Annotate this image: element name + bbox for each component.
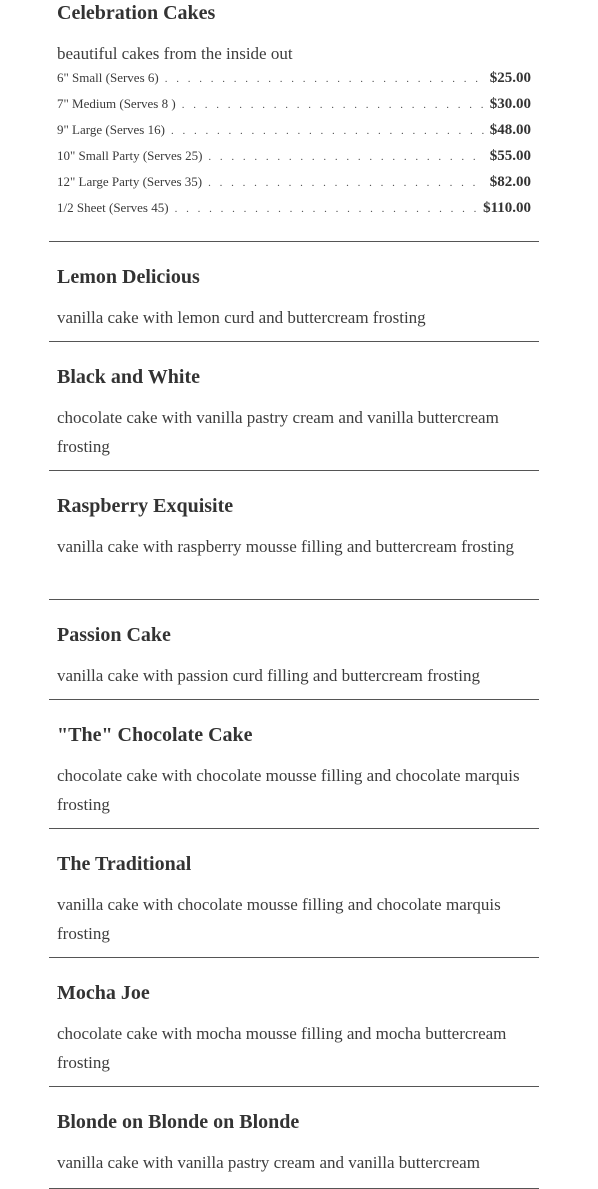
flavor-section-blonde-on-blonde: [49, 1087, 539, 1189]
price-row: [57, 174, 531, 200]
price-row: [57, 200, 531, 226]
celebration-cakes-section: [49, 0, 539, 242]
flavor-section-passion-cake: [49, 600, 539, 700]
price-value: $25.00: [489, 70, 531, 86]
section-tagline: beautiful cakes from the inside out: [57, 44, 293, 63]
flavor-title: Blonde on Blonde on Blonde: [57, 1111, 300, 1133]
price-value: $110.00: [483, 200, 531, 216]
dot-leader: [182, 99, 484, 111]
flavor-description: chocolate cake with chocolate mousse filling and chocolate marquis frosting: [57, 766, 520, 814]
price-value: $82.00: [489, 174, 531, 190]
flavor-title: Black and White: [57, 366, 200, 388]
flavor-title: Mocha Joe: [57, 982, 150, 1004]
section-title: Celebration Cakes: [57, 2, 216, 24]
price-list: [57, 70, 531, 226]
price-row: [57, 70, 531, 96]
dot-leader: [165, 73, 484, 85]
flavor-title: Passion Cake: [57, 624, 171, 646]
flavor-section-the-traditional: [49, 829, 539, 958]
price-size: 9" Large (Serves 16): [57, 122, 165, 137]
flavor-title: The Traditional: [57, 853, 192, 875]
flavor-section-black-and-white: [49, 342, 539, 471]
flavor-description: vanilla cake with raspberry mousse filling and buttercream frosting: [57, 537, 514, 556]
price-size: 7" Medium (Serves 8 ): [57, 96, 176, 111]
price-value: $55.00: [489, 148, 531, 164]
flavor-title: Lemon Delicious: [57, 266, 200, 288]
price-row: [57, 148, 531, 174]
flavor-description: chocolate cake with vanilla pastry cream and vanilla buttercream frosting: [57, 408, 499, 456]
flavor-section-the-chocolate-cake: [49, 700, 539, 829]
flavor-description: vanilla cake with lemon curd and buttercream frosting: [57, 308, 426, 327]
price-size: 10" Small Party (Serves 25): [57, 148, 203, 163]
flavor-description: vanilla cake with vanilla pastry cream and vanilla buttercream: [57, 1153, 480, 1172]
dot-leader: [171, 125, 484, 137]
price-size: 6" Small (Serves 6): [57, 70, 159, 85]
dot-leader: [208, 177, 484, 189]
price-row: [57, 96, 531, 122]
dot-leader: [208, 151, 483, 163]
price-size: 12" Large Party (Serves 35): [57, 174, 203, 189]
flavor-description: vanilla cake with chocolate mousse filling and chocolate marquis frosting: [57, 895, 501, 943]
price-size: 1/2 Sheet (Serves 45): [57, 200, 169, 215]
flavor-section-lemon-delicious: [49, 242, 539, 342]
price-value: $48.00: [489, 122, 531, 138]
price-row: [57, 122, 531, 148]
flavor-section-mocha-joe: [49, 958, 539, 1087]
price-value: $30.00: [489, 96, 531, 112]
menu-page: [49, 0, 539, 1189]
flavor-description: vanilla cake with passion curd filling and buttercream frosting: [57, 666, 480, 685]
dot-leader: [175, 203, 478, 215]
flavor-title: Raspberry Exquisite: [57, 495, 234, 517]
flavor-section-raspberry-exquisite: [49, 471, 539, 600]
flavor-title: "The" Chocolate Cake: [57, 724, 253, 746]
flavor-description: chocolate cake with mocha mousse filling and mocha buttercream frosting: [57, 1024, 507, 1072]
